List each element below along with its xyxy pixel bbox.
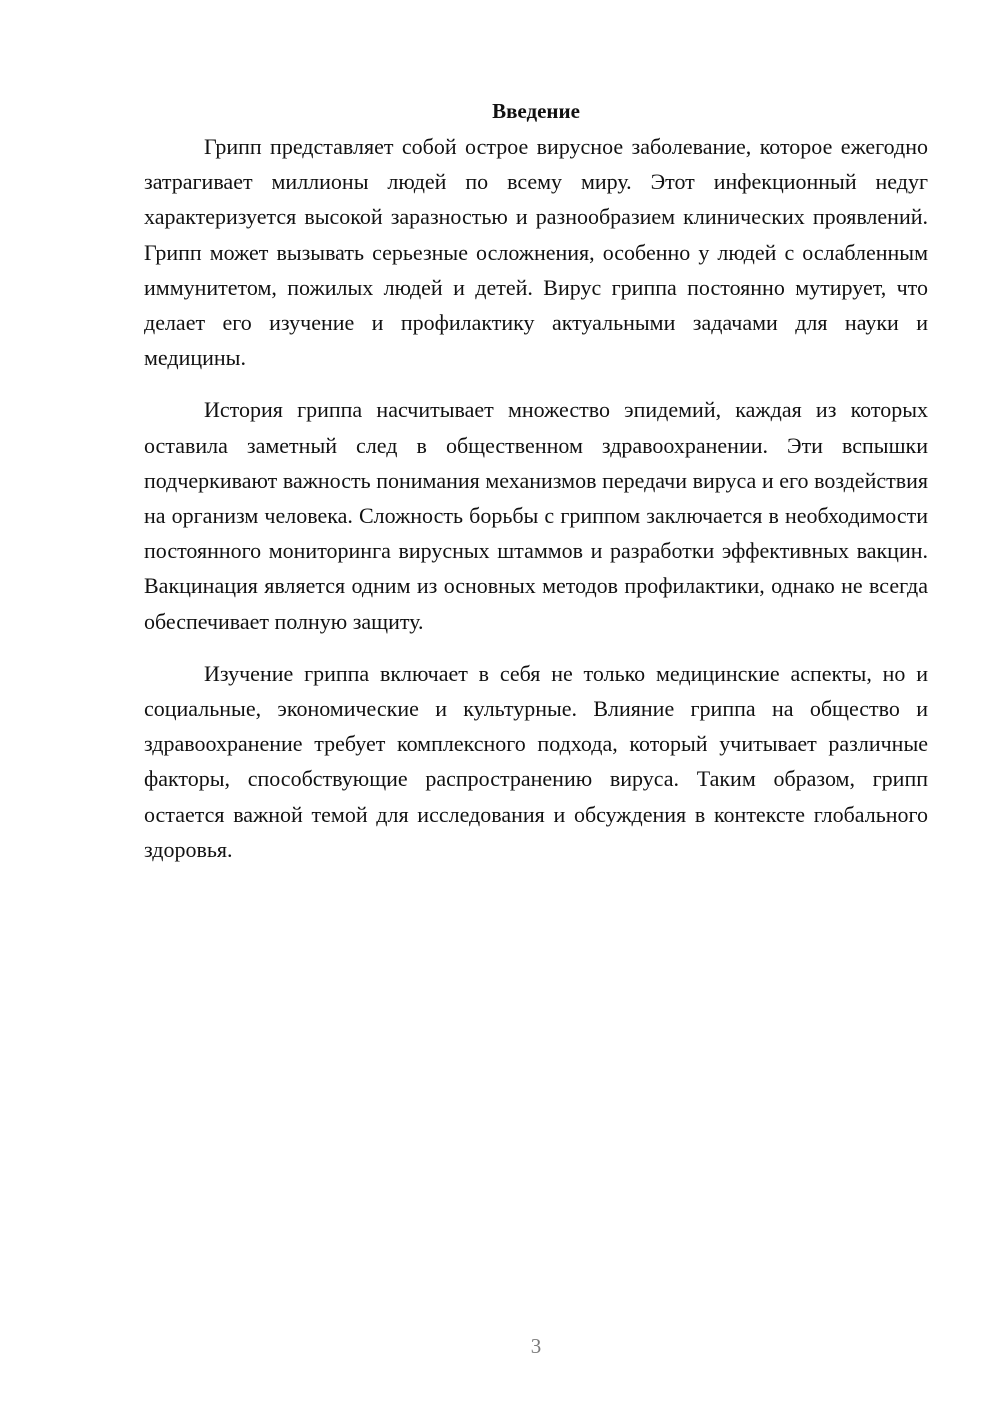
paragraph-2: История гриппа насчитывает множество эпидемий, каждая из которых оставила заметный след в общественном здравоохранении. Эти вспышки подчеркивают важность понимания механизмов передачи вируса и его воздействия на организм человека. Сложность борьбы с гриппом заключается в необходимости постоянного мониторинга вирусных штаммов и разработки эффективных вакцин. Вакцинация является одним из основных методов профилактики, однако не всегда обеспечивает полную защиту. [144,397,928,634]
page-number: 3 [530,1334,542,1358]
document-body [144,94,928,867]
paragraph-1: Грипп представляет собой острое вирусное заболевание, которое ежегодно затрагивает миллионы людей по всему миру. Этот инфекционный недуг характеризуется высокой заразностью и разнообразием клинических проявлений. Грипп может вызывать серьезные осложнения, особенно у людей с ослабленным иммунитетом, пожилых людей и детей. Вирус гриппа постоянно мутирует, что делает его изучение и профилактику актуальными задачами для науки и медицины. [144,134,928,371]
section-heading: Введение [492,99,580,123]
paragraph-3: Изучение гриппа включает в себя не только медицинские аспекты, но и социальные, экономические и культурные. Влияние гриппа на общество и здравоохранение требует комплексного подхода, который учитывает различные факторы, способствующие распространению вируса. Таким образом, грипп остается важной темой для исследования и обсуждения в контексте глобального здоровья. [144,660,928,862]
